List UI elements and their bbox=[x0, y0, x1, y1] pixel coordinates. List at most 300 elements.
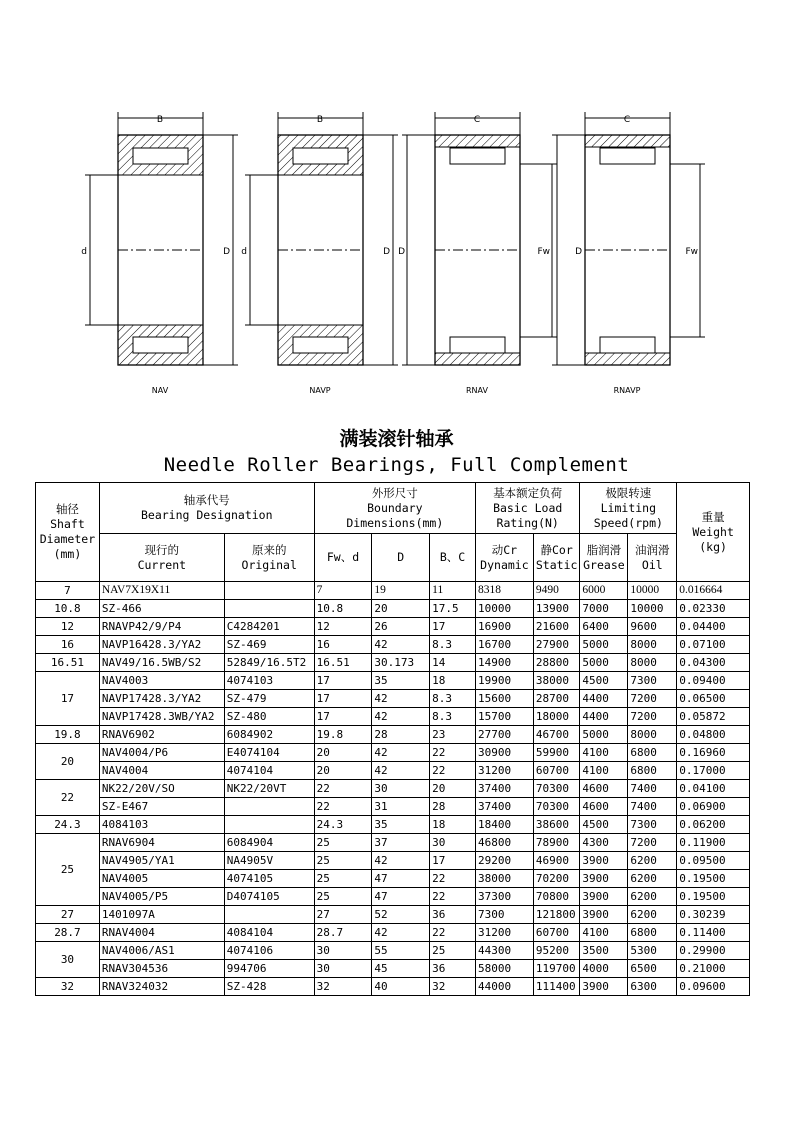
oil-cell: 7400 bbox=[628, 780, 677, 798]
oil-cell: 6200 bbox=[628, 870, 677, 888]
grease-cell: 3500 bbox=[580, 942, 628, 960]
original-cell: SZ-428 bbox=[224, 978, 314, 996]
oil-cell: 7200 bbox=[628, 708, 677, 726]
shaft-diameter-cell: 28.7 bbox=[36, 924, 100, 942]
bc-cell: 17 bbox=[430, 618, 476, 636]
dyn-cell: 16900 bbox=[475, 618, 533, 636]
shaft-diameter-cell: 17 bbox=[36, 672, 100, 726]
current-cell: RNAV6904 bbox=[99, 834, 224, 852]
original-cell: NA4905V bbox=[224, 852, 314, 870]
grease-cell: 4000 bbox=[580, 960, 628, 978]
oil-cell: 6200 bbox=[628, 852, 677, 870]
bc-cell: 25 bbox=[430, 942, 476, 960]
rnav-dim-right: Fw bbox=[537, 247, 550, 257]
D-cell: 30 bbox=[372, 780, 430, 798]
table-row bbox=[36, 816, 750, 834]
table-row bbox=[36, 690, 750, 708]
rnav-dim-left: D bbox=[398, 247, 405, 257]
fwd-cell: 20 bbox=[314, 762, 372, 780]
weight-cell: 0.30239 bbox=[677, 906, 750, 924]
oil-cell: 7400 bbox=[628, 798, 677, 816]
dyn-cell: 58000 bbox=[475, 960, 533, 978]
dyn-cell: 27700 bbox=[475, 726, 533, 744]
D-cell: 30.173 bbox=[372, 654, 430, 672]
D-cell: 52 bbox=[372, 906, 430, 924]
stat-cell: 119700 bbox=[533, 960, 580, 978]
original-cell bbox=[224, 906, 314, 924]
D-cell: 47 bbox=[372, 870, 430, 888]
dyn-cell: 30900 bbox=[475, 744, 533, 762]
shaft-diameter-cell: 20 bbox=[36, 744, 100, 780]
fwd-cell: 17 bbox=[314, 708, 372, 726]
D-cell: 42 bbox=[372, 690, 430, 708]
table-row bbox=[36, 672, 750, 690]
original-cell: 4074104 bbox=[224, 762, 314, 780]
original-cell bbox=[224, 600, 314, 618]
table-row bbox=[36, 762, 750, 780]
original-cell: 4074105 bbox=[224, 870, 314, 888]
current-cell: NAV4004/P6 bbox=[99, 744, 224, 762]
dyn-cell: 15700 bbox=[475, 708, 533, 726]
rnavp-dim-right: Fw bbox=[685, 247, 698, 257]
weight-cell: 0.11400 bbox=[677, 924, 750, 942]
shaft-diameter-cell: 7 bbox=[36, 582, 100, 600]
dyn-cell: 8318 bbox=[475, 582, 533, 600]
D-cell: 42 bbox=[372, 708, 430, 726]
stat-cell: 70300 bbox=[533, 798, 580, 816]
stat-cell: 70200 bbox=[533, 870, 580, 888]
bc-cell: 8.3 bbox=[430, 690, 476, 708]
bearing-drawings bbox=[0, 0, 793, 410]
weight-cell: 0.11900 bbox=[677, 834, 750, 852]
table-row bbox=[36, 978, 750, 996]
stat-cell: 121800 bbox=[533, 906, 580, 924]
shaft-diameter-cell: 19.8 bbox=[36, 726, 100, 744]
weight-cell: 0.16960 bbox=[677, 744, 750, 762]
grease-cell: 4500 bbox=[580, 816, 628, 834]
fwd-cell: 22 bbox=[314, 798, 372, 816]
fwd-cell: 25 bbox=[314, 834, 372, 852]
oil-cell: 6800 bbox=[628, 744, 677, 762]
grease-cell: 5000 bbox=[580, 726, 628, 744]
grease-cell: 4500 bbox=[580, 672, 628, 690]
oil-cell: 5300 bbox=[628, 942, 677, 960]
bc-cell: 22 bbox=[430, 870, 476, 888]
bc-cell: 8.3 bbox=[430, 636, 476, 654]
original-cell: C4284201 bbox=[224, 618, 314, 636]
current-cell: NAV49/16.5WB/S2 bbox=[99, 654, 224, 672]
original-cell: 994706 bbox=[224, 960, 314, 978]
weight-cell: 0.05872 bbox=[677, 708, 750, 726]
rnav-drawing bbox=[398, 112, 557, 395]
fwd-cell: 22 bbox=[314, 780, 372, 798]
weight-cell: 0.06900 bbox=[677, 798, 750, 816]
shaft-diameter-cell: 12 bbox=[36, 618, 100, 636]
dyn-cell: 37400 bbox=[475, 780, 533, 798]
D-cell: 40 bbox=[372, 978, 430, 996]
fwd-cell: 19.8 bbox=[314, 726, 372, 744]
bearing-spec-table bbox=[35, 482, 750, 996]
oil-cell: 7300 bbox=[628, 816, 677, 834]
grease-cell: 4400 bbox=[580, 708, 628, 726]
grease-cell: 5000 bbox=[580, 636, 628, 654]
header-current: 现行的 Current bbox=[99, 534, 224, 582]
D-cell: 42 bbox=[372, 924, 430, 942]
header-shaft: 轴径 Shaft Diameter (mm) bbox=[36, 483, 100, 582]
shaft-diameter-cell: 32 bbox=[36, 978, 100, 996]
current-cell: 1401097A bbox=[99, 906, 224, 924]
shaft-diameter-cell: 30 bbox=[36, 942, 100, 978]
stat-cell: 111400 bbox=[533, 978, 580, 996]
header-static: 静Cor Static bbox=[533, 534, 580, 582]
rnav-dim-top: C bbox=[473, 115, 481, 125]
current-cell: 4084103 bbox=[99, 816, 224, 834]
D-cell: 47 bbox=[372, 888, 430, 906]
navp-dim-left: d bbox=[241, 247, 247, 257]
table-row bbox=[36, 708, 750, 726]
shaft-diameter-cell: 10.8 bbox=[36, 600, 100, 618]
fwd-cell: 25 bbox=[314, 870, 372, 888]
D-cell: 42 bbox=[372, 744, 430, 762]
bc-cell: 23 bbox=[430, 726, 476, 744]
table-row bbox=[36, 906, 750, 924]
stat-cell: 78900 bbox=[533, 834, 580, 852]
oil-cell: 7200 bbox=[628, 690, 677, 708]
oil-cell: 10000 bbox=[628, 582, 677, 600]
weight-cell: 0.09400 bbox=[677, 672, 750, 690]
weight-cell: 0.21000 bbox=[677, 960, 750, 978]
navp-drawing bbox=[241, 112, 398, 395]
grease-cell: 3900 bbox=[580, 906, 628, 924]
bc-cell: 18 bbox=[430, 672, 476, 690]
weight-cell: 0.09600 bbox=[677, 978, 750, 996]
D-cell: 42 bbox=[372, 852, 430, 870]
bc-cell: 20 bbox=[430, 780, 476, 798]
fwd-cell: 16.51 bbox=[314, 654, 372, 672]
D-cell: 35 bbox=[372, 816, 430, 834]
D-cell: 19 bbox=[372, 582, 430, 600]
bc-cell: 22 bbox=[430, 924, 476, 942]
oil-cell: 8000 bbox=[628, 726, 677, 744]
original-cell bbox=[224, 582, 314, 600]
current-cell: NAV4005 bbox=[99, 870, 224, 888]
bc-cell: 32 bbox=[430, 978, 476, 996]
original-cell: SZ-469 bbox=[224, 636, 314, 654]
table-row bbox=[36, 654, 750, 672]
grease-cell: 4600 bbox=[580, 798, 628, 816]
oil-cell: 7200 bbox=[628, 834, 677, 852]
bc-cell: 36 bbox=[430, 906, 476, 924]
header-limiting-speed: 极限转速 Limiting Speed(rpm) bbox=[580, 483, 677, 534]
dyn-cell: 31200 bbox=[475, 762, 533, 780]
weight-cell: 0.04100 bbox=[677, 780, 750, 798]
nav-dim-right: D bbox=[223, 247, 230, 257]
nav-dim-top: B bbox=[156, 115, 164, 125]
navp-dim-right: D bbox=[383, 247, 390, 257]
current-cell: SZ-466 bbox=[99, 600, 224, 618]
fwd-cell: 17 bbox=[314, 690, 372, 708]
original-cell: SZ-480 bbox=[224, 708, 314, 726]
current-cell: NAVP16428.3/YA2 bbox=[99, 636, 224, 654]
dyn-cell: 37400 bbox=[475, 798, 533, 816]
shaft-diameter-cell: 24.3 bbox=[36, 816, 100, 834]
original-cell: E4074104 bbox=[224, 744, 314, 762]
stat-cell: 9490 bbox=[533, 582, 580, 600]
grease-cell: 3900 bbox=[580, 888, 628, 906]
bc-cell: 17.5 bbox=[430, 600, 476, 618]
D-cell: 55 bbox=[372, 942, 430, 960]
weight-cell: 0.07100 bbox=[677, 636, 750, 654]
original-cell: 4084104 bbox=[224, 924, 314, 942]
weight-cell: 0.09500 bbox=[677, 852, 750, 870]
grease-cell: 3900 bbox=[580, 852, 628, 870]
original-cell: 4074106 bbox=[224, 942, 314, 960]
original-cell bbox=[224, 816, 314, 834]
oil-cell: 10000 bbox=[628, 600, 677, 618]
dyn-cell: 38000 bbox=[475, 870, 533, 888]
current-cell: NAV4003 bbox=[99, 672, 224, 690]
fwd-cell: 25 bbox=[314, 888, 372, 906]
nav-caption: NAV bbox=[151, 386, 169, 395]
current-cell: NAV7X19X11 bbox=[99, 582, 224, 600]
bc-cell: 28 bbox=[430, 798, 476, 816]
stat-cell: 13900 bbox=[533, 600, 580, 618]
table-row bbox=[36, 744, 750, 762]
D-cell: 26 bbox=[372, 618, 430, 636]
stat-cell: 95200 bbox=[533, 942, 580, 960]
stat-cell: 60700 bbox=[533, 762, 580, 780]
original-cell: 6084904 bbox=[224, 834, 314, 852]
header-dynamic: 动Cr Dynamic bbox=[475, 534, 533, 582]
dyn-cell: 14900 bbox=[475, 654, 533, 672]
fwd-cell: 25 bbox=[314, 852, 372, 870]
D-cell: 45 bbox=[372, 960, 430, 978]
shaft-diameter-cell: 16 bbox=[36, 636, 100, 654]
navp-dim-top: B bbox=[316, 115, 324, 125]
shaft-diameter-cell: 16.51 bbox=[36, 654, 100, 672]
D-cell: 31 bbox=[372, 798, 430, 816]
table-row bbox=[36, 780, 750, 798]
bc-cell: 17 bbox=[430, 852, 476, 870]
fwd-cell: 12 bbox=[314, 618, 372, 636]
header-original: 原来的 Original bbox=[224, 534, 314, 582]
header-grease: 脂润滑 Grease bbox=[580, 534, 628, 582]
page-title-en: Needle Roller Bearings, Full Complement bbox=[163, 454, 630, 476]
grease-cell: 3900 bbox=[580, 978, 628, 996]
original-cell: 6084902 bbox=[224, 726, 314, 744]
current-cell: NAV4006/AS1 bbox=[99, 942, 224, 960]
D-cell: 20 bbox=[372, 600, 430, 618]
fwd-cell: 30 bbox=[314, 960, 372, 978]
fwd-cell: 24.3 bbox=[314, 816, 372, 834]
table-row bbox=[36, 888, 750, 906]
original-cell: 4074103 bbox=[224, 672, 314, 690]
current-cell: NAVP17428.3WB/YA2 bbox=[99, 708, 224, 726]
fwd-cell: 32 bbox=[314, 978, 372, 996]
D-cell: 42 bbox=[372, 636, 430, 654]
fwd-cell: 28.7 bbox=[314, 924, 372, 942]
weight-cell: 0.016664 bbox=[677, 582, 750, 600]
original-cell: SZ-479 bbox=[224, 690, 314, 708]
fwd-cell: 20 bbox=[314, 744, 372, 762]
stat-cell: 46700 bbox=[533, 726, 580, 744]
dyn-cell: 44000 bbox=[475, 978, 533, 996]
current-cell: RNAVP42/9/P4 bbox=[99, 618, 224, 636]
header-designation: 轴承代号 Bearing Designation bbox=[99, 483, 314, 534]
current-cell: RNAV324032 bbox=[99, 978, 224, 996]
oil-cell: 6200 bbox=[628, 888, 677, 906]
rnav-caption: RNAV bbox=[466, 386, 488, 395]
grease-cell: 4100 bbox=[580, 924, 628, 942]
grease-cell: 4100 bbox=[580, 762, 628, 780]
stat-cell: 38600 bbox=[533, 816, 580, 834]
dyn-cell: 18400 bbox=[475, 816, 533, 834]
oil-cell: 6800 bbox=[628, 762, 677, 780]
stat-cell: 28800 bbox=[533, 654, 580, 672]
current-cell: RNAV304536 bbox=[99, 960, 224, 978]
rnavp-dim-top: C bbox=[623, 115, 631, 125]
grease-cell: 4400 bbox=[580, 690, 628, 708]
dyn-cell: 7300 bbox=[475, 906, 533, 924]
stat-cell: 46900 bbox=[533, 852, 580, 870]
fwd-cell: 10.8 bbox=[314, 600, 372, 618]
shaft-diameter-cell: 27 bbox=[36, 906, 100, 924]
original-cell: NK22/20VT bbox=[224, 780, 314, 798]
page-title-cn: 满装滚针轴承 bbox=[339, 428, 454, 450]
oil-cell: 7300 bbox=[628, 672, 677, 690]
stat-cell: 60700 bbox=[533, 924, 580, 942]
bc-cell: 8.3 bbox=[430, 708, 476, 726]
D-cell: 37 bbox=[372, 834, 430, 852]
grease-cell: 6000 bbox=[580, 582, 628, 600]
shaft-diameter-cell: 22 bbox=[36, 780, 100, 816]
weight-cell: 0.06200 bbox=[677, 816, 750, 834]
oil-cell: 9600 bbox=[628, 618, 677, 636]
rnavp-drawing bbox=[552, 112, 705, 395]
current-cell: NAV4905/YA1 bbox=[99, 852, 224, 870]
stat-cell: 28700 bbox=[533, 690, 580, 708]
table-row bbox=[36, 852, 750, 870]
table-body bbox=[36, 582, 750, 996]
current-cell: RNAV6902 bbox=[99, 726, 224, 744]
bc-cell: 11 bbox=[430, 582, 476, 600]
dyn-cell: 29200 bbox=[475, 852, 533, 870]
weight-cell: 0.04400 bbox=[677, 618, 750, 636]
stat-cell: 21600 bbox=[533, 618, 580, 636]
D-cell: 35 bbox=[372, 672, 430, 690]
grease-cell: 4600 bbox=[580, 780, 628, 798]
bc-cell: 22 bbox=[430, 762, 476, 780]
fwd-cell: 16 bbox=[314, 636, 372, 654]
table-row bbox=[36, 726, 750, 744]
fwd-cell: 30 bbox=[314, 942, 372, 960]
table-row bbox=[36, 798, 750, 816]
header-weight: 重量 Weight (kg) bbox=[677, 483, 750, 582]
current-cell: RNAV4004 bbox=[99, 924, 224, 942]
header-b-c: B、C bbox=[430, 534, 476, 582]
table-row bbox=[36, 834, 750, 852]
table-row bbox=[36, 618, 750, 636]
dyn-cell: 31200 bbox=[475, 924, 533, 942]
current-cell: NAVP17428.3/YA2 bbox=[99, 690, 224, 708]
weight-cell: 0.04300 bbox=[677, 654, 750, 672]
weight-cell: 0.29900 bbox=[677, 942, 750, 960]
stat-cell: 38000 bbox=[533, 672, 580, 690]
header-dimensions: 外形尺寸 Boundary Dimensions(mm) bbox=[314, 483, 475, 534]
table-row bbox=[36, 960, 750, 978]
bc-cell: 22 bbox=[430, 744, 476, 762]
grease-cell: 6400 bbox=[580, 618, 628, 636]
original-cell: D4074105 bbox=[224, 888, 314, 906]
stat-cell: 59900 bbox=[533, 744, 580, 762]
dyn-cell: 19900 bbox=[475, 672, 533, 690]
shaft-diameter-cell: 25 bbox=[36, 834, 100, 906]
grease-cell: 4100 bbox=[580, 744, 628, 762]
nav-drawing bbox=[81, 112, 238, 395]
oil-cell: 8000 bbox=[628, 636, 677, 654]
dyn-cell: 10000 bbox=[475, 600, 533, 618]
table-row bbox=[36, 582, 750, 600]
fwd-cell: 27 bbox=[314, 906, 372, 924]
weight-cell: 0.19500 bbox=[677, 888, 750, 906]
bc-cell: 14 bbox=[430, 654, 476, 672]
grease-cell: 5000 bbox=[580, 654, 628, 672]
rnavp-dim-left: D bbox=[575, 247, 582, 257]
table-row bbox=[36, 636, 750, 654]
weight-cell: 0.04800 bbox=[677, 726, 750, 744]
dyn-cell: 37300 bbox=[475, 888, 533, 906]
stat-cell: 18000 bbox=[533, 708, 580, 726]
weight-cell: 0.06500 bbox=[677, 690, 750, 708]
navp-caption: NAVP bbox=[309, 386, 331, 395]
grease-cell: 3900 bbox=[580, 870, 628, 888]
stat-cell: 70800 bbox=[533, 888, 580, 906]
weight-cell: 0.17000 bbox=[677, 762, 750, 780]
current-cell: NAV4005/P5 bbox=[99, 888, 224, 906]
current-cell: SZ-E467 bbox=[99, 798, 224, 816]
dyn-cell: 15600 bbox=[475, 690, 533, 708]
original-cell bbox=[224, 798, 314, 816]
rnavp-caption: RNAVP bbox=[613, 386, 641, 395]
oil-cell: 8000 bbox=[628, 654, 677, 672]
stat-cell: 27900 bbox=[533, 636, 580, 654]
header-oil: 油润滑 Oil bbox=[628, 534, 677, 582]
weight-cell: 0.19500 bbox=[677, 870, 750, 888]
current-cell: NK22/20V/SO bbox=[99, 780, 224, 798]
grease-cell: 4300 bbox=[580, 834, 628, 852]
oil-cell: 6300 bbox=[628, 978, 677, 996]
current-cell: NAV4004 bbox=[99, 762, 224, 780]
header-fw-d: Fw、d bbox=[314, 534, 372, 582]
dyn-cell: 44300 bbox=[475, 942, 533, 960]
stat-cell: 70300 bbox=[533, 780, 580, 798]
bc-cell: 18 bbox=[430, 816, 476, 834]
D-cell: 28 bbox=[372, 726, 430, 744]
table-row bbox=[36, 924, 750, 942]
oil-cell: 6800 bbox=[628, 924, 677, 942]
header-load-rating: 基本额定负荷 Basic Load Rating(N) bbox=[475, 483, 579, 534]
bc-cell: 36 bbox=[430, 960, 476, 978]
fwd-cell: 17 bbox=[314, 672, 372, 690]
grease-cell: 7000 bbox=[580, 600, 628, 618]
D-cell: 42 bbox=[372, 762, 430, 780]
dyn-cell: 16700 bbox=[475, 636, 533, 654]
fwd-cell: 7 bbox=[314, 582, 372, 600]
table-row bbox=[36, 870, 750, 888]
oil-cell: 6200 bbox=[628, 906, 677, 924]
weight-cell: 0.02330 bbox=[677, 600, 750, 618]
bc-cell: 22 bbox=[430, 888, 476, 906]
